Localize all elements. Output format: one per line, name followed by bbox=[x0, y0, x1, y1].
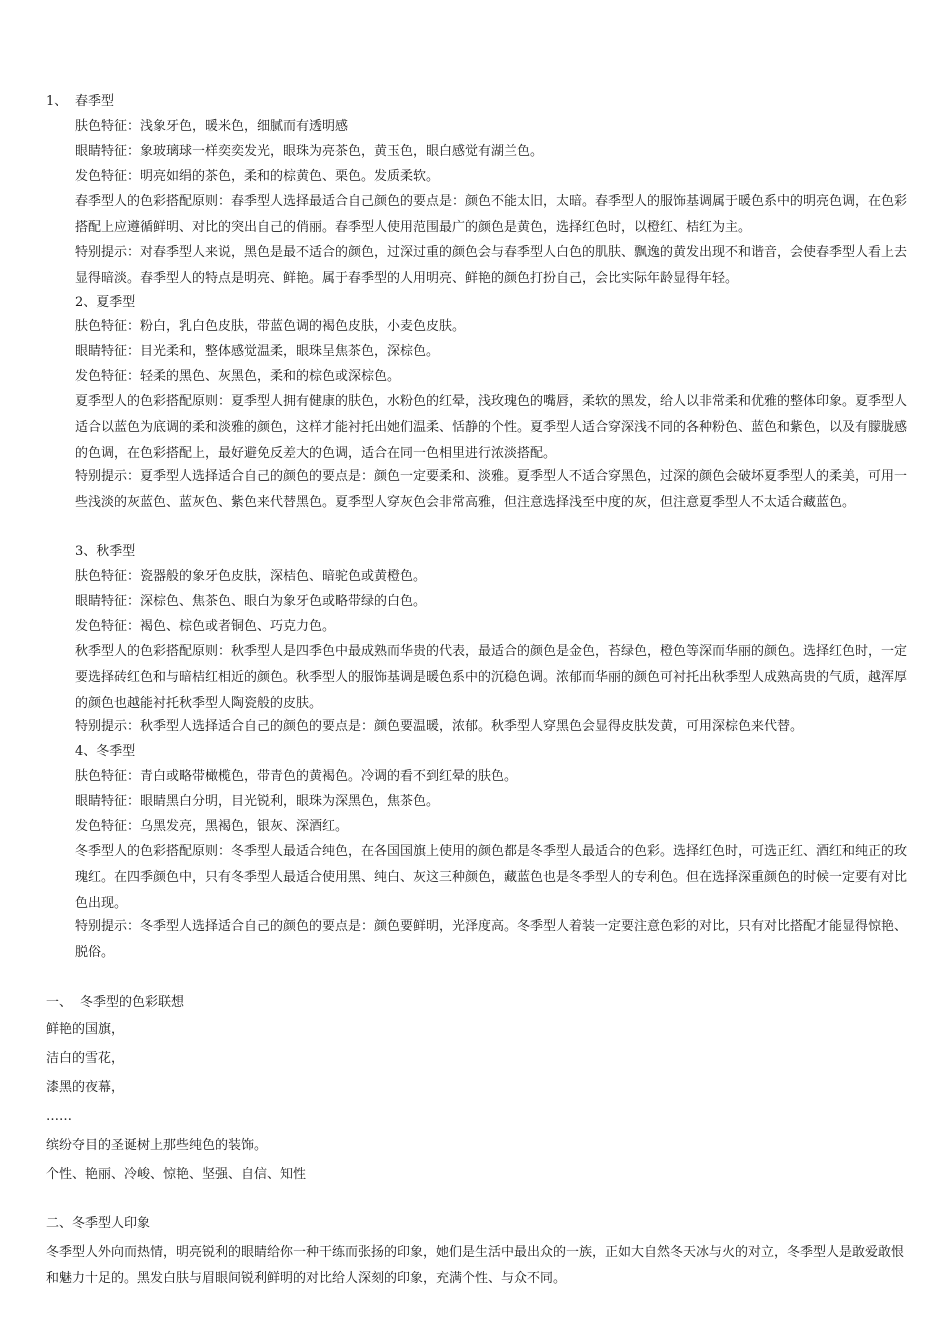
autumn-tip: 特别提示：秋季型人选择适合自己的颜色的要点是：颜色要温暖，浓郁。秋季型人穿黑色会显得皮肤发黄，可用深棕色来代替。 bbox=[75, 719, 804, 734]
impression-title: 二、冬季型人印象 bbox=[46, 1216, 151, 1231]
autumn-skin: 肤色特征：瓷器般的象牙色皮肤，深桔色、暗驼色或黄橙色。 bbox=[75, 569, 427, 584]
summer-eyes: 眼睛特征：目光柔和，整体感觉温柔，眼珠呈焦茶色，深棕色。 bbox=[75, 344, 440, 359]
spring-hair: 发色特征：明亮如绢的茶色，柔和的棕黄色、栗色。发质柔软。 bbox=[75, 169, 440, 184]
association-line: …… bbox=[46, 1109, 72, 1124]
winter-tip: 特别提示：冬季型人选择适合自己的颜色的要点是：颜色要鲜明，光泽度高。冬季型人着装一定要注意色彩的对比，只有对比搭配才能显得惊艳、脱俗。 bbox=[75, 919, 908, 960]
autumn-principle: 秋季型人的色彩搭配原则：秋季型人是四季色中最成熟而华贵的代表，最适合的颜色是金色，苔绿色，橙色等深而华丽的颜色。选择红色时，一定要选择砖红色和与暗桔红相近的颜色。秋季型人的服饰基调是暖色系中的沉稳色调。浓郁而华丽的颜色可衬托出秋季型人成熟高贵的气质，越浑厚的颜色也越能衬托秋季型人陶瓷般的皮肤。 bbox=[75, 644, 908, 711]
winter-eyes: 眼睛特征：眼睛黑白分明，目光锐利，眼珠为深黑色，焦茶色。 bbox=[75, 794, 440, 809]
association-line: 缤纷夺目的圣诞树上那些纯色的装饰。 bbox=[46, 1138, 268, 1153]
spring-tip: 特别提示：对春季型人来说，黑色是最不适合的颜色，过深过重的颜色会与春季型人白色的肌肤、飘逸的黄发出现不和谐音，会使春季型人看上去显得暗淡。春季型人的特点是明亮、鲜艳。属于春季型的人用明亮、鲜艳的颜色打扮自己，会比实际年龄显得年轻。 bbox=[75, 245, 908, 286]
impression-body: 冬季型人外向而热情，明亮锐利的眼睛给你一种干练而张扬的印象，她们是生活中最出众的一族，正如大自然冬天冰与火的对立，冬季型人是敢爱敢恨和魅力十足的。黑发白肤与眉眼间锐利鲜明的对比给人深刻的印象，充满个性、与众不同。 bbox=[46, 1245, 905, 1286]
section-4-title: 4、冬季型 bbox=[75, 744, 136, 759]
summer-skin: 肤色特征：粉白，乳白色皮肤，带蓝色调的褐色皮肤，小麦色皮肤。 bbox=[75, 319, 466, 334]
spring-eyes: 眼睛特征：象玻璃球一样奕奕发光，眼珠为亮茶色，黄玉色，眼白感觉有湖兰色。 bbox=[75, 144, 544, 159]
association-line: 洁白的雪花， bbox=[46, 1051, 125, 1066]
spring-skin: 肤色特征：浅象牙色，暖米色，细腻而有透明感 bbox=[75, 119, 349, 134]
summer-tip: 特别提示：夏季型人选择适合自己的颜色的要点是：颜色一定要柔和、淡雅。夏季型人不适合穿黑色，过深的颜色会破坏夏季型人的柔美，可用一些浅淡的灰蓝色、蓝灰色、紫色来代替黑色。夏季型人穿灰色会非常高雅，但注意选择浅至中度的灰，但注意夏季型人不太适合藏蓝色。 bbox=[75, 469, 908, 510]
winter-principle: 冬季型人的色彩搭配原则：冬季型人最适合纯色，在各国国旗上使用的颜色都是冬季型人最适合的色彩。选择红色时，可选正红、酒红和纯正的玫瑰红。在四季颜色中，只有冬季型人最适合使用黑、纯白、灰这三种颜色，藏蓝色也是冬季型人的专利色。但在选择深重颜色的时候一定要有对比色出现。 bbox=[75, 844, 908, 911]
association-title: 冬季型的色彩联想 bbox=[80, 995, 185, 1010]
winter-skin: 肤色特征：青白或略带橄榄色，带青色的黄褐色。冷调的看不到红晕的肤色。 bbox=[75, 769, 518, 784]
association-line: 个性、艳丽、冷峻、惊艳、坚强、自信、知性 bbox=[46, 1167, 307, 1182]
section-1-title: 春季型 bbox=[75, 94, 115, 109]
spring-principle: 春季型人的色彩搭配原则：春季型人选择最适合自己颜色的要点是：颜色不能太旧，太暗。春季型人的服饰基调属于暖色系中的明亮色调，在色彩搭配上应遵循鲜明、对比的突出自己的俏丽。春季型人使用范围最广的颜色是黄色，选择红色时，以橙红、桔红为主。 bbox=[75, 194, 908, 235]
summer-principle: 夏季型人的色彩搭配原则：夏季型人拥有健康的肤色，水粉色的红晕，浅玫瑰色的嘴唇，柔软的黑发，给人以非常柔和优雅的整体印象。夏季型人适合以蓝色为底调的柔和淡雅的颜色，这样才能衬托出她们温柔、恬静的个性。夏季型人适合穿深浅不同的各种粉色、蓝色和紫色，以及有朦胧感的色调，在色彩搭配上，最好避免反差大的色调，适合在同一色相里进行浓淡搭配。 bbox=[75, 394, 908, 461]
summer-hair: 发色特征：轻柔的黑色、灰黑色，柔和的棕色或深棕色。 bbox=[75, 369, 401, 384]
autumn-hair: 发色特征：褐色、棕色或者铜色、巧克力色。 bbox=[75, 619, 336, 634]
association-line: 鲜艳的国旗， bbox=[46, 1022, 125, 1037]
association-line: 漆黑的夜幕， bbox=[46, 1080, 125, 1095]
autumn-eyes: 眼睛特征：深棕色、焦茶色、眼白为象牙色或略带绿的白色。 bbox=[75, 594, 427, 609]
winter-hair: 发色特征：乌黑发亮，黑褐色，银灰、深酒红。 bbox=[75, 819, 349, 834]
section-3-title: 3、秋季型 bbox=[75, 544, 136, 559]
section-2-title: 2、夏季型 bbox=[75, 295, 136, 310]
association-number: 一、 bbox=[46, 995, 73, 1010]
section-1-number: 1、 bbox=[46, 94, 68, 109]
